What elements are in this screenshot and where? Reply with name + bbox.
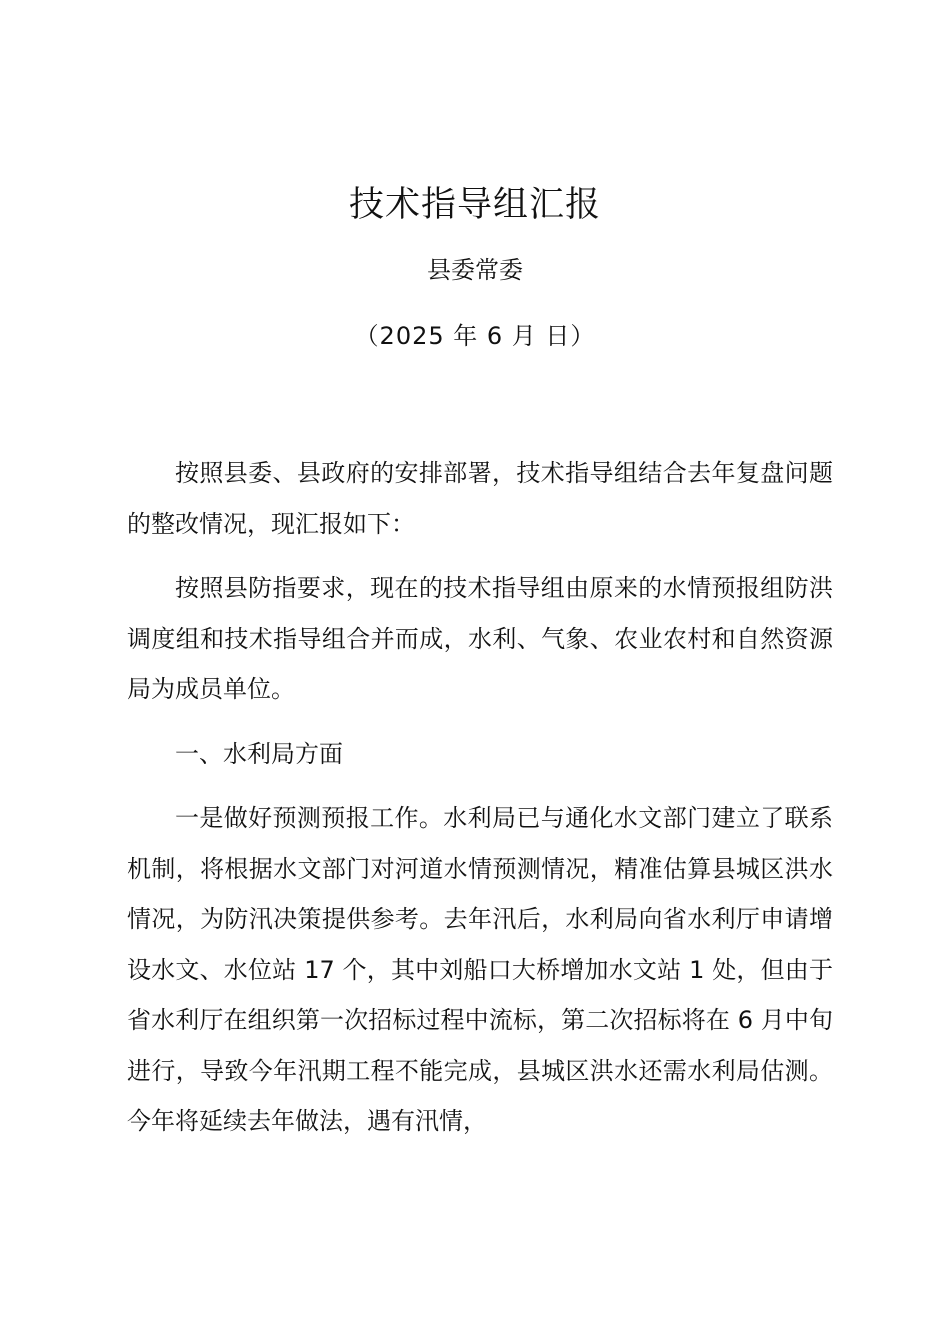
- paragraph-members: 按照县防指要求，现在的技术指导组由原来的水情预报组防洪调度组和技术指导组合并而成，水利、气象、农业农村和自然资源局为成员单位。: [127, 574, 833, 703]
- document-title: 技术指导组汇报: [348, 185, 601, 225]
- paragraph-intro: 按照县委、县政府的安排部署，技术指导组结合去年复盘问题的整改情况，现汇报如下：: [127, 459, 833, 538]
- document-subtitle: 县委常委: [427, 256, 523, 284]
- document-body: [127, 448, 833, 1161]
- paragraph-forecast: 一是做好预测预报工作。水利局已与通化水文部门建立了联系机制，将根据水文部门对河道水情预测情况，精准估算县城区洪水情况，为防汛决策提供参考。去年汛后，水利局向省水利厅申请增设水文、水位站 17 个，其中刘船口大桥增加水文站 1 处，但由于省水利厅在组织第一次招标过程中流标，第二次招标将在 6 月中旬进行，导致今年汛期工程不能完成，县城区洪水还需水利局估测。今年将延续去年做法，遇有汛情，: [127, 804, 833, 1135]
- document-date: （2025 年 6 月 日）: [354, 322, 596, 350]
- section-heading-water-bureau: 一、水利局方面: [175, 739, 343, 768]
